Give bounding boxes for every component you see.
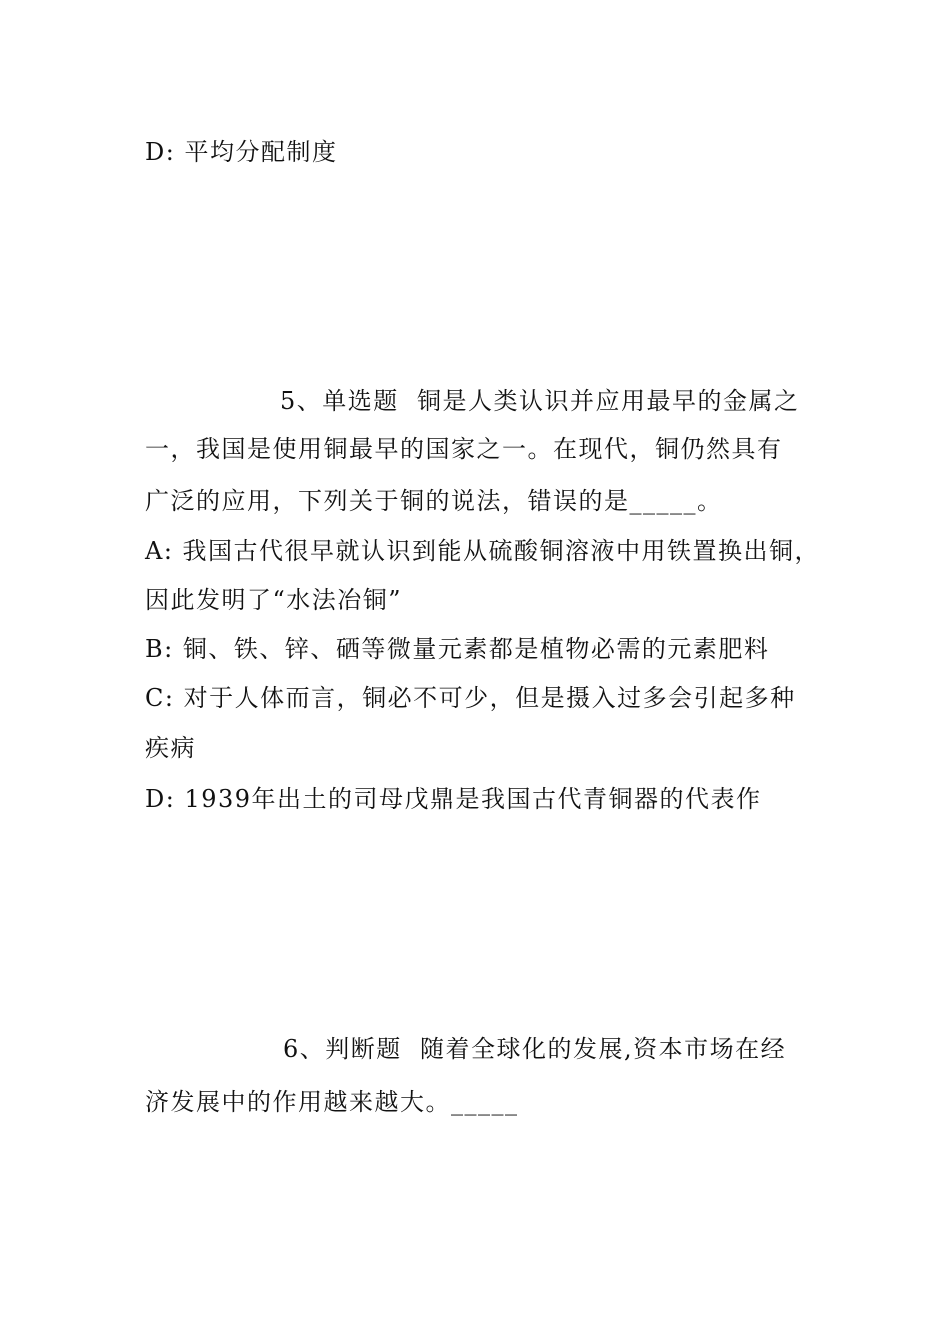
question-5-option-c-cont: 疾病 <box>145 734 196 762</box>
question-5-stem-line-2: 一，我国是使用铜最早的国家之一。在现代，铜仍然具有 <box>145 435 783 463</box>
question-5-option-b: B: 铜、铁、锌、硒等微量元素都是植物必需的元素肥料 <box>145 635 770 663</box>
question-6-stem-line-2: 济发展中的作用越来越大。_____ <box>145 1088 519 1116</box>
question-5-option-a: A: 我国古代很早就认识到能从硫酸铜溶液中用铁置换出铜， <box>145 537 821 565</box>
question-5-option-c: C: 对于人体而言，铜必不可少，但是摄入过多会引起多种 <box>145 684 796 712</box>
question-4-option-d: D: 平均分配制度 <box>145 138 338 166</box>
question-6-stem-line-1: 6、判断题 随着全球化的发展,资本市场在经 <box>283 1035 787 1063</box>
question-5-option-a-cont: 因此发明了“水法冶铜” <box>145 586 403 614</box>
question-5-option-d: D: 1939年出土的司母戊鼎是我国古代青铜器的代表作 <box>145 785 762 813</box>
question-5-stem-line-3: 广泛的应用，下列关于铜的说法，错误的是_____。 <box>145 487 723 515</box>
question-5-stem-line-1: 5、单选题 铜是人类认识并应用最早的金属之 <box>280 387 800 415</box>
